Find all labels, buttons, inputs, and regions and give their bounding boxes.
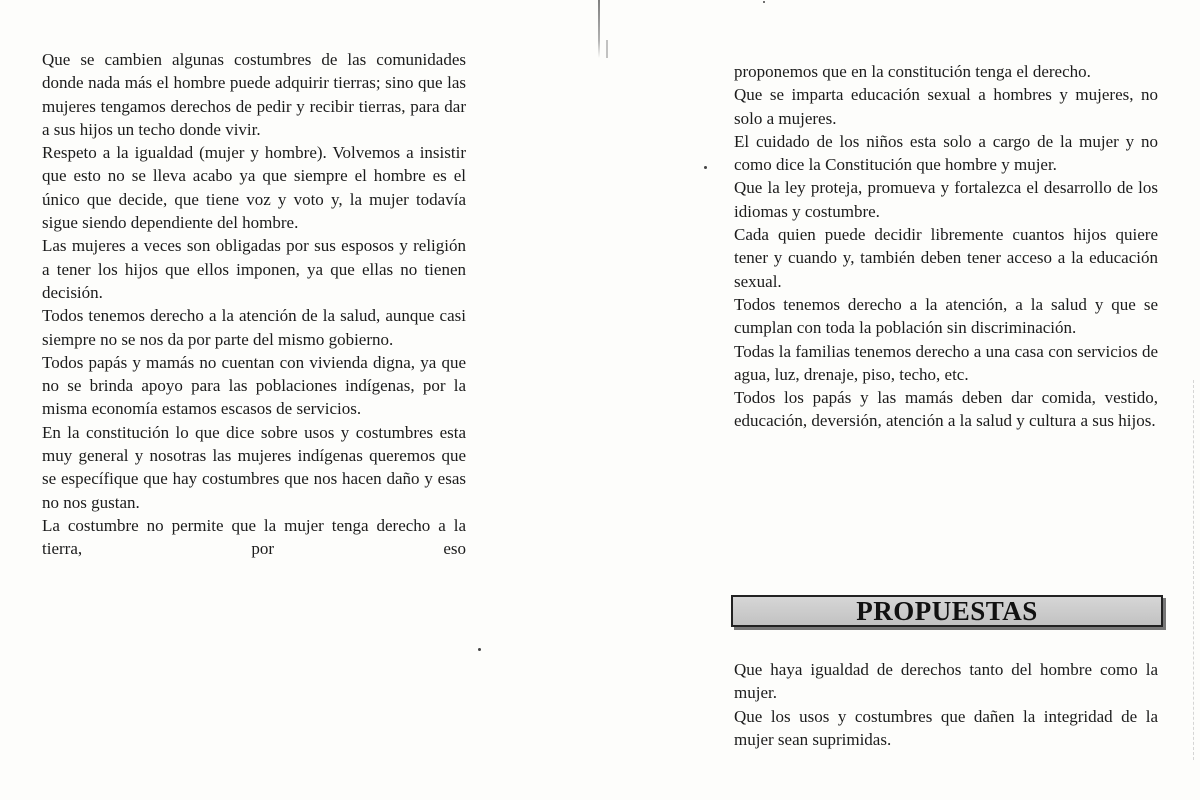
left-page-text (42, 48, 466, 561)
paragraph: proponemos que en la constitución tenga el derecho. (734, 62, 1091, 81)
paragraph: En la constitución lo que dice sobre usos y costumbres esta muy general y nosotras las mujeres indígenas queremos que se específique que hay costumbres que nos hacen daño y esas no nos gustan. (42, 422, 466, 512)
scan-speck (478, 648, 481, 651)
paragraph: Que haya igualdad de derechos tanto del hombre como la mujer. (734, 660, 1158, 703)
paragraph: La costumbre no permite que la mujer tenga derecho a la tierra, por eso (42, 515, 466, 559)
page-edge (1192, 380, 1194, 760)
scan-speck (704, 166, 707, 169)
paragraph: El cuidado de los niños esta solo a cargo de la mujer y no como dice la Constitución que hombre y mujer. (734, 131, 1158, 175)
paragraph: Todos los papás y las mamás deben dar comida, vestido, educación, deversión, atención a la salud y cultura a sus hijos. (734, 388, 1158, 431)
scan-mark (606, 40, 608, 58)
proposals-heading-box (731, 595, 1163, 627)
paragraph: Todos tenemos derecho a la atención, a la salud y que se cumplan con toda la población sin discriminación. (734, 294, 1158, 338)
paragraph: Que los usos y costumbres que dañen la integridad de la mujer sean suprimidas. (734, 706, 1158, 749)
page-gutter (598, 0, 600, 58)
paragraph: Todos papás y mamás no cuentan con vivienda digna, ya que no se brinda apoyo para las poblaciones indígenas, por la misma economía estamos escasos de servicios. (42, 352, 466, 419)
paragraph: Que la ley proteja, promueva y fortalezca el desarrollo de los idiomas y costumbre. (734, 178, 1158, 221)
paragraph: Todas la familias tenemos derecho a una casa con servicios de agua, luz, drenaje, piso, techo, etc. (734, 341, 1158, 384)
paragraph: Que se cambien algunas costumbres de las comunidades donde nada más el hombre puede adquirir tierras; sino que las mujeres tengamos derechos de pedir y recibir tierras, para dar a sus hijos un techo donde vivir. (42, 50, 466, 139)
right-page-text (734, 60, 1158, 433)
paragraph: Que se imparta educación sexual a hombres y mujeres, no solo a mujeres. (734, 85, 1158, 128)
proposals-text (734, 658, 1158, 751)
paragraph: Todos tenemos derecho a la atención de la salud, aunque casi siempre no se nos da por parte del mismo gobierno. (42, 306, 466, 349)
scan-speck (763, 1, 765, 3)
section-heading: PROPUESTAS (856, 595, 1038, 626)
paragraph: Cada quien puede decidir libremente cuantos hijos quiere tener y cuando y, también deben tener acceso a la educación sexual. (734, 225, 1158, 291)
paragraph: Las mujeres a veces son obligadas por sus esposos y religión a tener los hijos que ellos imponen, ya que ellas no tienen decisión. (42, 236, 466, 302)
paragraph: Respeto a la igualdad (mujer y hombre). Volvemos a insistir que esto no se lleva acabo ya que siempre el hombre es el único que decide, que tiene voz y voto y, la mujer todavía sigue siendo dependiente del hombre. (42, 143, 466, 233)
